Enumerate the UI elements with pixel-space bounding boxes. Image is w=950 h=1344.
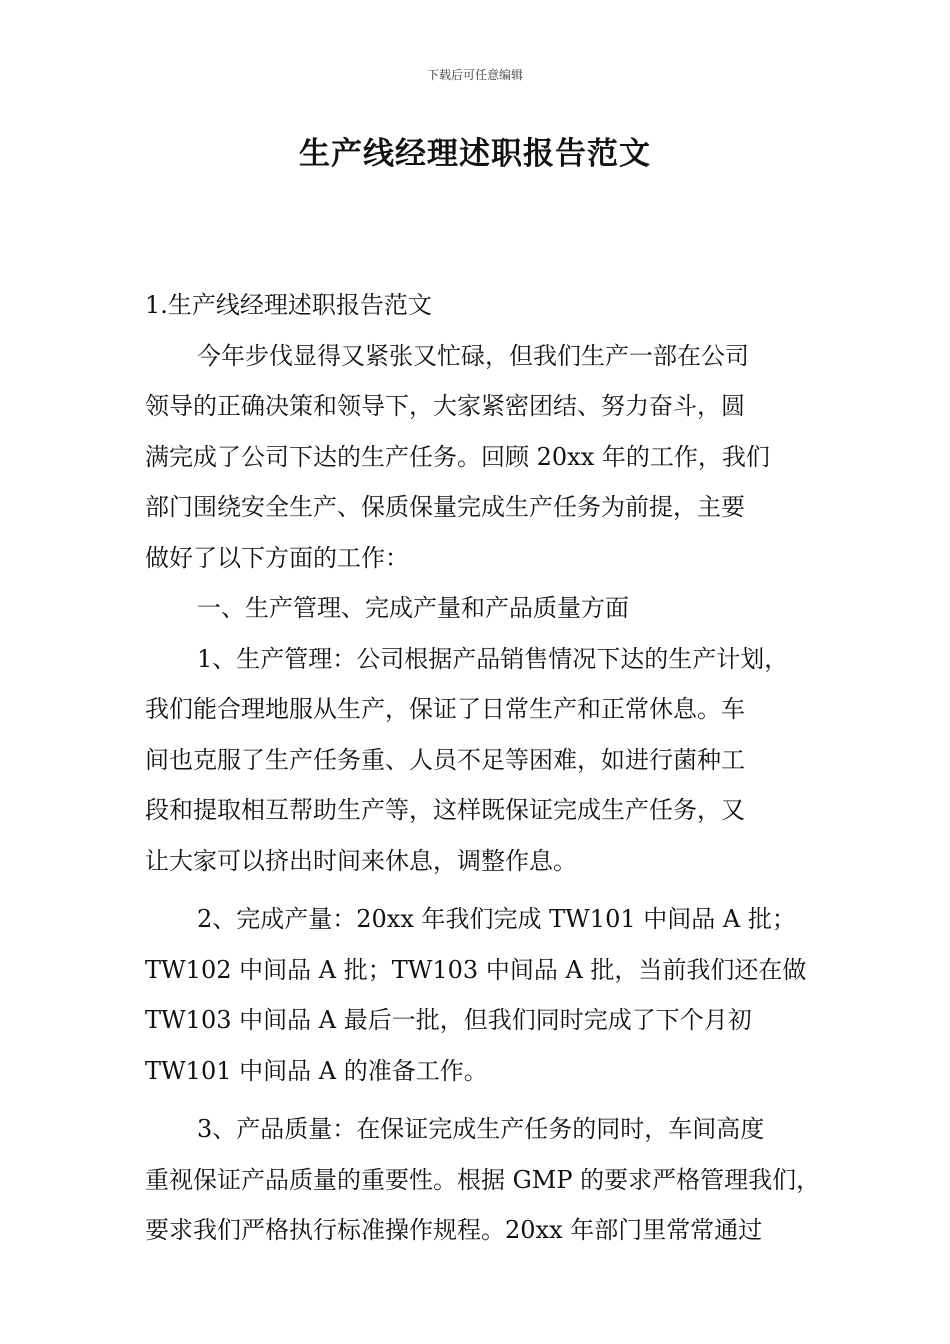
text-line: 满完成了公司下达的生产任务。回顾 20xx 年的工作，我们 xyxy=(145,442,770,471)
text-line: 要求我们严格执行标准操作规程。20xx 年部门里常常通过 xyxy=(145,1216,763,1244)
text-line: TW102 中间品 A 批；TW103 中间品 A 批，当前我们还在做 xyxy=(145,955,807,984)
text-line: 间也克服了生产任务重、人员不足等困难，如进行菌种工 xyxy=(145,745,745,774)
text-line: 让大家可以挤出时间来休息，调整作息。 xyxy=(145,846,577,875)
paragraph-output xyxy=(145,894,810,1096)
text-line: 重视保证产品质量的重要性。根据 GMP 的要求严格管理我们， xyxy=(145,1165,821,1194)
document-body xyxy=(145,280,821,1256)
text-line: 我们能合理地服从生产，保证了日常生产和正常休息。车 xyxy=(145,695,745,723)
text-line: 段和提取相互帮助生产等，这样既保证完成生产任务，又 xyxy=(145,796,745,824)
text-line: 3、产品质量：在保证完成生产任务的同时，车间高度 xyxy=(197,1115,765,1143)
paragraph-production-management xyxy=(145,634,810,887)
text-line: 今年步伐显得又紧张又忙碌，但我们生产一部在公司 xyxy=(197,341,749,370)
document-title: 生产线经理述职报告范文 xyxy=(299,136,651,172)
header-note: 下载后可任意编辑 xyxy=(426,68,523,82)
text-line: 领导的正确决策和领导下，大家紧密团结、努力奋斗，圆 xyxy=(145,392,745,420)
text-line: 1、生产管理：公司根据产品销售情况下达的生产计划， xyxy=(197,644,789,673)
text-line: TW101 中间品 A 的准备工作。 xyxy=(145,1056,488,1085)
text-line: 2、完成产量：20xx 年我们完成 TW101 中间品 A 批； xyxy=(197,905,796,933)
paragraph-quality xyxy=(145,1104,821,1256)
section-heading: 1.生产线经理述职报告范文 xyxy=(145,291,432,319)
text-line: 做好了以下方面的工作： xyxy=(145,543,409,572)
text-line: TW103 中间品 A 最后一批，但我们同时完成了下个月初 xyxy=(145,1006,752,1034)
paragraph-intro xyxy=(145,331,810,584)
text-line: 部门围绕安全生产、保质保量完成生产任务为前提，主要 xyxy=(145,493,745,521)
subheading-production: 一、生产管理、完成产量和产品质量方面 xyxy=(197,594,629,622)
